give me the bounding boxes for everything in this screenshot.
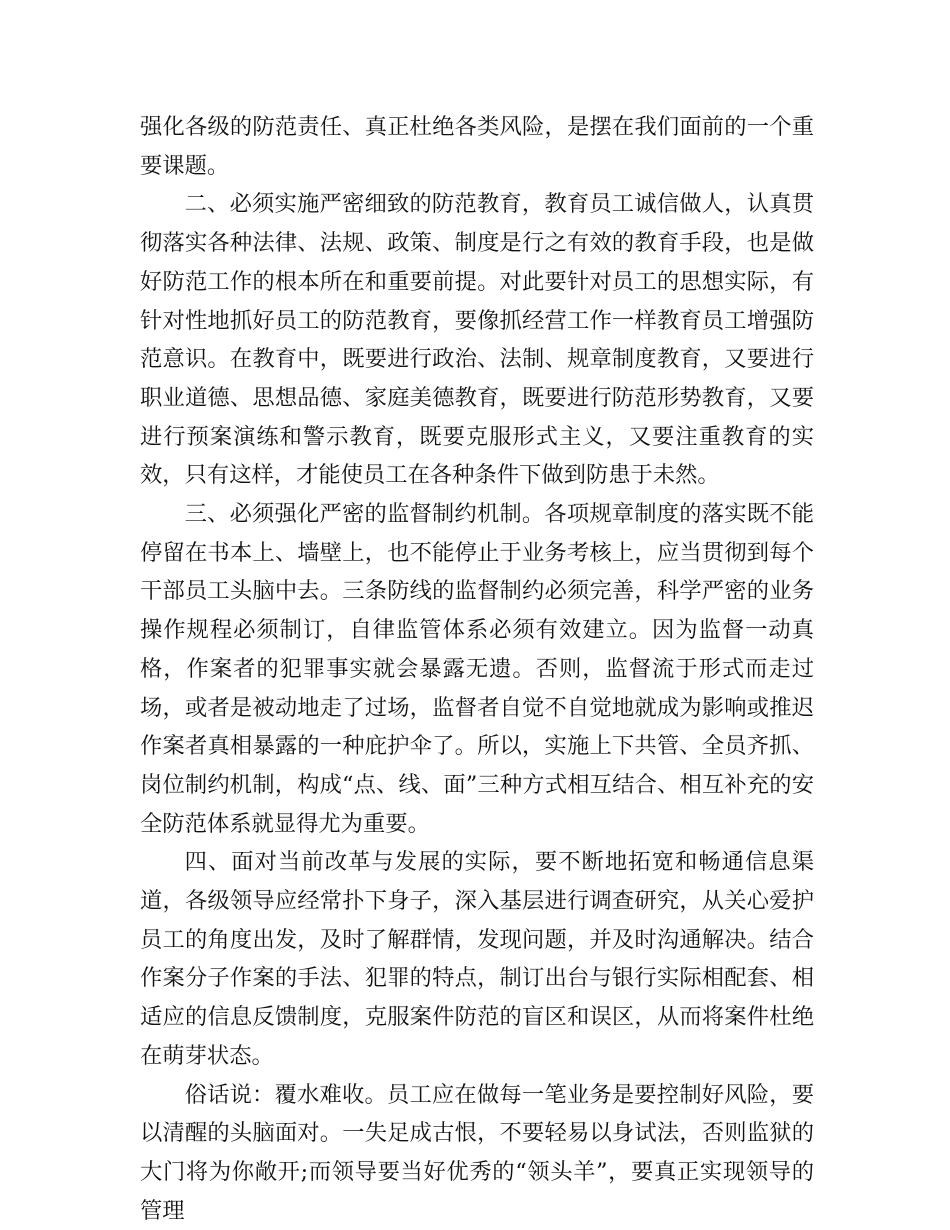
paragraph-section-two: 二、必须实施严密细致的防范教育，教育员工诚信做人，认真贯彻落实各种法律、法规、政策、制度是行之有效的教育手段，也是做好防范工作的根本所在和重要前提。对此要针对员工的思想实际，有针对性地抓好员工的防范教育，要像抓经营工作一样教育员工增强防范意识。在教育中，既要进行政治、法制、规章制度教育，又要进行职业道德、思想品德、家庭美德教育，既要进行防范形势教育，又要进行预案演练和警示教育，既要克服形式主义，又要注重教育的实效，只有这样，才能使员工在各种条件下做到防患于未然。 [140,191,814,489]
paragraph-continuation: 强化各级的防范责任、真正杜绝各类风险，是摆在我们面前的一个重要课题。 [140,114,814,179]
document-body [140,108,814,1230]
paragraph-section-four: 四、面对当前改革与发展的实际，要不断地拓宽和畅通信息渠道，各级领导应经常扑下身子，深入基层进行调查研究，从关心爱护员工的角度出发，及时了解群情，发现问题，并及时沟通解决。结合作案分子作案的手法、犯罪的特点，制订出台与银行实际相配套、相适应的信息反馈制度，克服案件防范的盲区和误区，从而将案件杜绝在萌芽状态。 [140,849,814,1069]
paragraph-section-three: 三、必须强化严密的监督制约机制。各项规章制度的落实既不能停留在书本上、墙壁上，也不能停止于业务考核上，应当贯彻到每个干部员工头脑中去。三条防线的监督制约必须完善，科学严密的业务操作规程必须制订，自律监管体系必须有效建立。因为监督一动真格，作案者的犯罪事实就会暴露无遗。否则，监督流于形式而走过场，或者是被动地走了过场，监督者自觉不自觉地就成为影响或推迟作案者真相暴露的一种庇护伞了。所以，实施上下共管、全员齐抓、岗位制约机制，构成“点、线、面”三种方式相互结合、相互补充的安全防范体系就显得尤为重要。 [140,501,814,837]
paragraph-proverb: 俗话说：覆水难收。员工应在做每一笔业务是要控制好风险，要以清醒的头脑面对。一失足成古恨，不要轻易以身试法，否则监狱的大门将为你敞开;而领导要当好优秀的“领头羊”，要真正实现领导的管理 [140,1081,814,1224]
